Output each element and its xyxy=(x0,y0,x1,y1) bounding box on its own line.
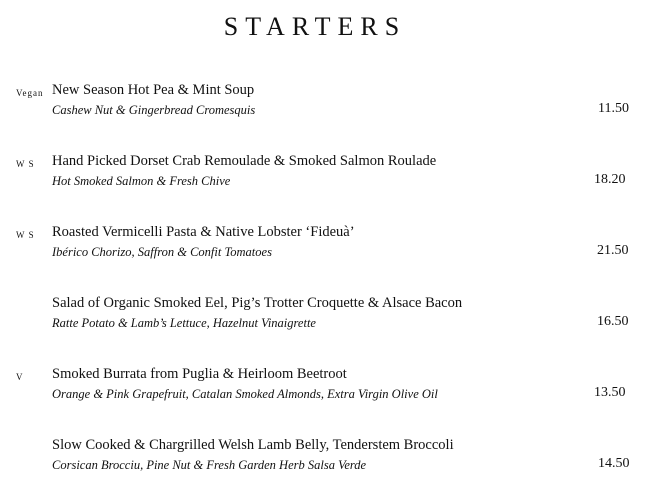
dish-description: Orange & Pink Grapefruit, Catalan Smoked Almonds, Extra Virgin Olive Oil xyxy=(52,387,438,401)
dish-price: 13.50 xyxy=(594,385,626,400)
dish-price: 14.50 xyxy=(598,456,630,471)
dish-name: New Season Hot Pea & Mint Soup xyxy=(52,82,255,98)
dish-name: Roasted Vermicelli Pasta & Native Lobster ‘Fideuà’ xyxy=(52,224,355,240)
dish-description: Hot Smoked Salmon & Fresh Chive xyxy=(52,174,231,188)
dish-description: Corsican Brocciu, Pine Nut & Fresh Garden Herb Salsa Verde xyxy=(52,458,367,472)
dish-price: 18.20 xyxy=(594,172,626,187)
dish-name: Salad of Organic Smoked Eel, Pig’s Trotter Croquette & Alsace Bacon xyxy=(52,295,463,311)
menu-item xyxy=(0,295,650,337)
menu-item xyxy=(0,153,650,195)
dietary-tag: Vegan xyxy=(16,88,44,98)
dish-description: Cashew Nut & Gingerbread Cromesquis xyxy=(52,103,256,117)
section-title: STARTERS xyxy=(223,12,407,41)
menu-item xyxy=(0,366,650,408)
dish-name: Hand Picked Dorset Crab Remoulade & Smoked Salmon Roulade xyxy=(52,153,437,169)
menu-item xyxy=(0,82,650,124)
dish-price: 21.50 xyxy=(597,243,629,258)
menu-item xyxy=(0,437,650,479)
dish-price: 16.50 xyxy=(597,314,629,329)
dish-price: 11.50 xyxy=(598,101,629,116)
dish-name: Smoked Burrata from Puglia & Heirloom Beetroot xyxy=(52,366,347,382)
dish-description: Ratte Potato & Lamb’s Lettuce, Hazelnut Vinaigrette xyxy=(52,316,316,330)
dietary-tag: W S xyxy=(16,230,35,240)
dish-description: Ibérico Chorizo, Saffron & Confit Tomatoes xyxy=(52,245,272,259)
dietary-tag: V xyxy=(16,372,24,382)
menu-item xyxy=(0,224,650,266)
dietary-tag: W S xyxy=(16,159,35,169)
dish-name: Slow Cooked & Chargrilled Welsh Lamb Belly, Tenderstem Broccoli xyxy=(52,437,454,453)
